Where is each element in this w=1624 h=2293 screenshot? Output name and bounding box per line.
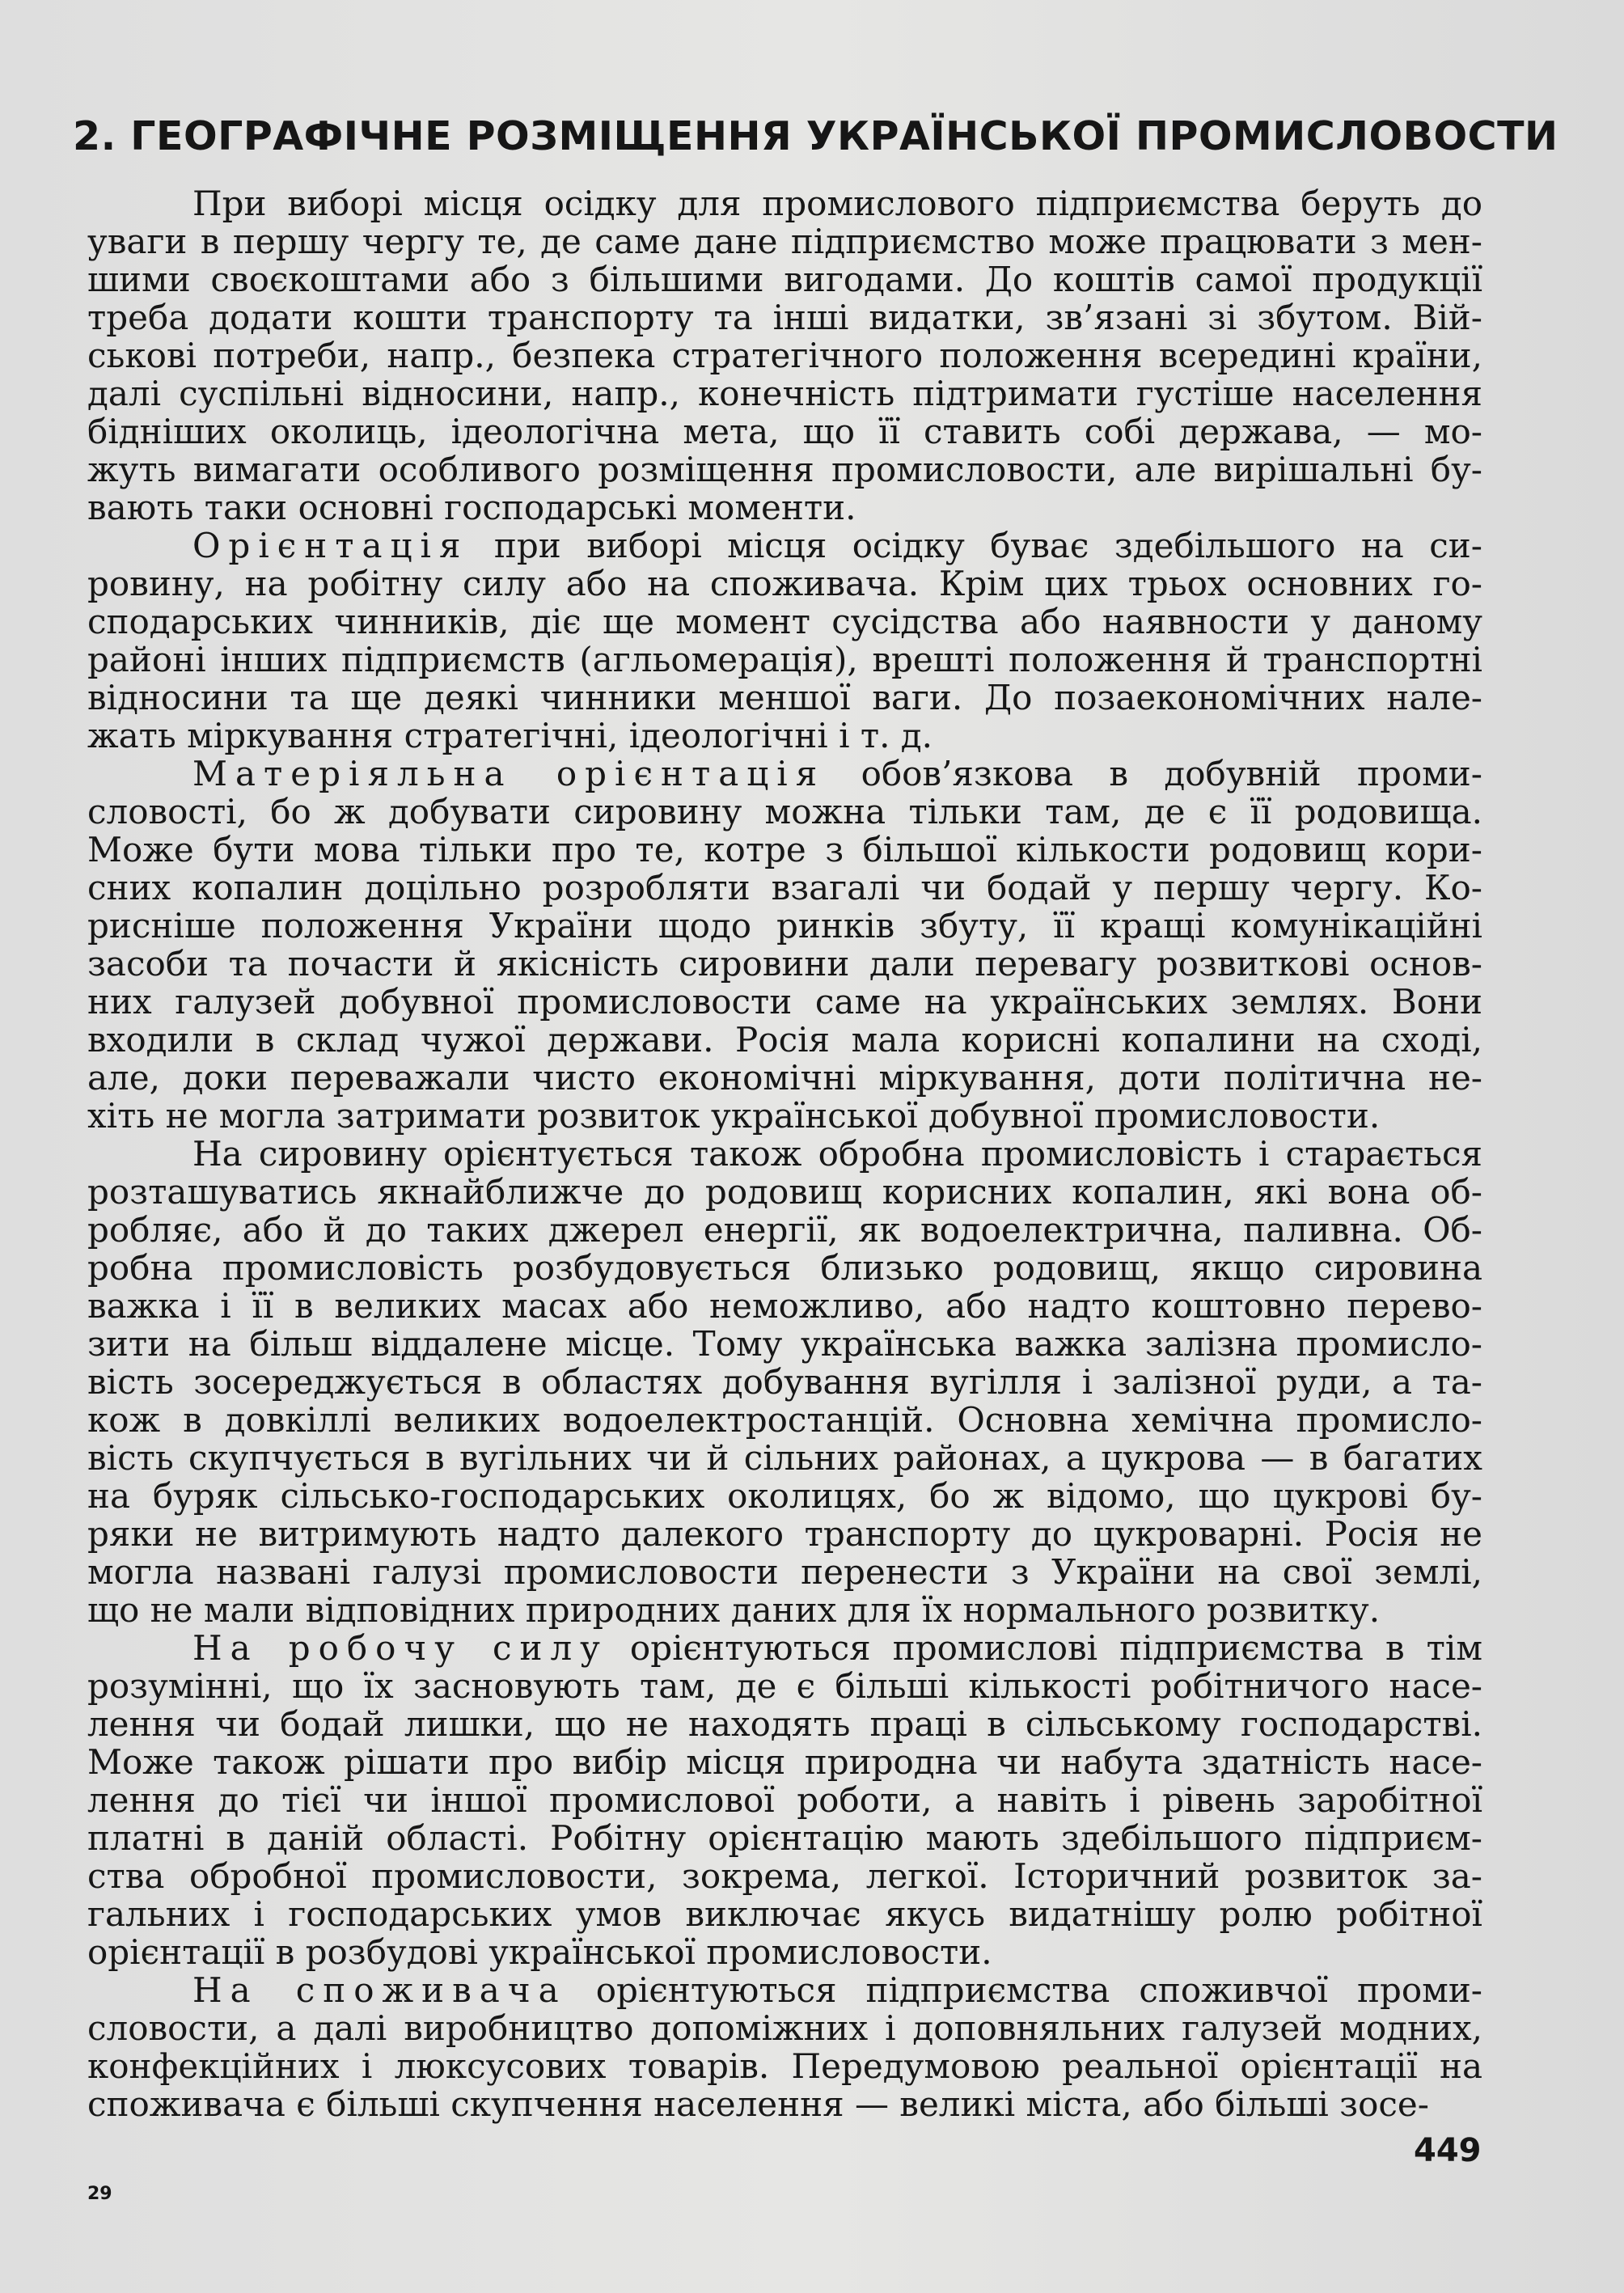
paragraph bbox=[87, 1971, 1482, 2123]
line-text: словости, а далі виробництво допоміжних і доповняльних галузей модних, bbox=[87, 2008, 1482, 2048]
line-text: входили в склад чужої держави. Росія мала корисні копалини на сході, bbox=[87, 1020, 1482, 1060]
text-line bbox=[87, 412, 1482, 451]
text-line bbox=[87, 1249, 1482, 1287]
text-line bbox=[87, 2009, 1482, 2047]
text-line bbox=[87, 1705, 1482, 1743]
text-line bbox=[87, 1021, 1482, 1059]
text-line bbox=[87, 298, 1482, 336]
line-text: районі інших підприємств (агльомерація), врешті положення й транспортні bbox=[87, 640, 1482, 679]
line-text: рисніше положення України щодо ринків збуту, її кращі комунікаційні bbox=[87, 906, 1482, 946]
text-line bbox=[87, 945, 1482, 983]
line-text: сподарських чинників, діє ще момент сусідства або наявности у даному bbox=[87, 602, 1482, 641]
line-text: робляє, або й до таких джерел енергії, як водоелектрична, паливна. Об- bbox=[87, 1210, 1482, 1250]
text-line bbox=[87, 222, 1482, 260]
paragraph bbox=[87, 1135, 1482, 1629]
line-text: робна промисловість розбудовується близько родовищ, якщо сировина bbox=[87, 1248, 1482, 1288]
text-line bbox=[87, 1819, 1482, 1857]
text-line bbox=[87, 336, 1482, 374]
text-line bbox=[87, 1743, 1482, 1781]
text-line bbox=[87, 1515, 1482, 1553]
line-text: бідніших околиць, ідеологічна мета, що її ставить собі держава, — мо- bbox=[87, 412, 1482, 451]
line-text: вість зосереджується в областях добування вугілля і залізної руди, а та- bbox=[87, 1362, 1482, 1402]
text-line bbox=[87, 1097, 1482, 1135]
line-text: ряки не витримують надто далекого транспорту до цукроварні. Росія не bbox=[87, 1514, 1482, 1554]
text-line bbox=[87, 679, 1482, 717]
text-line bbox=[87, 907, 1482, 945]
text-line bbox=[87, 1173, 1482, 1211]
text-line bbox=[87, 489, 1482, 527]
line-text: далі суспільні відносини, напр., конечність підтримати густіше населення bbox=[87, 374, 1482, 413]
text-line bbox=[87, 2085, 1482, 2123]
text-line bbox=[87, 641, 1482, 679]
spaced-lead-term: На робочу силу bbox=[192, 1628, 608, 1668]
text-line bbox=[87, 1781, 1482, 1819]
text-line bbox=[87, 565, 1482, 603]
line-text: могла названі галузі промисловости перенести з України на свої землі, bbox=[87, 1552, 1482, 1592]
line-text: жать міркування стратегічні, ідеологічні і т. д. bbox=[87, 716, 933, 755]
text-line bbox=[87, 1477, 1482, 1515]
text-line bbox=[87, 1363, 1482, 1401]
line-text: ськові потреби, напр., безпека стратегічного положення всередині країни, bbox=[87, 336, 1482, 375]
line-text: обов’язкова в добувній проми- bbox=[861, 754, 1482, 793]
paragraph bbox=[87, 184, 1482, 527]
text-line bbox=[87, 717, 1482, 755]
line-text: треба додати кошти транспорту та інші видатки, зв’язані зі збутом. Вій- bbox=[87, 298, 1482, 337]
text-line bbox=[87, 1591, 1482, 1629]
text-line bbox=[87, 1211, 1482, 1249]
line-text: відносини та ще деякі чинники меншої ваги. До позаекономічних нале- bbox=[87, 678, 1482, 717]
line-text: На сировину орієнтується також обробна промисловість і старається bbox=[192, 1134, 1482, 1174]
line-text: на буряк сільсько-господарських околицях, бо ж відомо, що цукрові бу- bbox=[87, 1476, 1482, 1516]
line-text: платні в даній області. Робітну орієнтацію мають здебільшого підприєм- bbox=[87, 1818, 1482, 1858]
line-text: сних копалин доцільно розробляти взагалі чи бодай у першу чергу. Ко- bbox=[87, 868, 1482, 907]
paragraph bbox=[87, 1629, 1482, 1971]
text-line bbox=[87, 527, 1482, 565]
line-text: орієнтуються підприємства споживчої проми- bbox=[595, 1970, 1482, 2010]
line-text: орієнтуються промислові підприємства в тім bbox=[629, 1628, 1482, 1668]
text-line bbox=[87, 603, 1482, 641]
line-text: орієнтації в розбудові української промисловости. bbox=[87, 1932, 992, 1972]
body-text bbox=[87, 184, 1482, 2123]
text-line bbox=[87, 1553, 1482, 1591]
text-line bbox=[87, 1667, 1482, 1705]
line-text: лення чи бодай лишки, що не находять праці в сільському господарстві. bbox=[87, 1704, 1482, 1744]
line-text: них галузей добувної промисловости саме на українських землях. Вони bbox=[87, 982, 1482, 1022]
line-text: ства обробної промисловости, зокрема, легкої. Історичний розвиток за- bbox=[87, 1856, 1482, 1896]
paragraph bbox=[87, 527, 1482, 755]
text-line bbox=[87, 1059, 1482, 1097]
spaced-lead-term: Матеріяльна орієнтація bbox=[192, 754, 826, 793]
text-line bbox=[87, 1287, 1482, 1325]
text-line bbox=[87, 374, 1482, 412]
text-line bbox=[87, 1933, 1482, 1971]
text-line bbox=[87, 1135, 1482, 1173]
text-line bbox=[87, 1971, 1482, 2009]
line-text: розумінні, що їх засновують там, де є більші кількості робітничого насе- bbox=[87, 1666, 1482, 1706]
line-text: При виборі місця осідку для промислового підприємства беруть до bbox=[192, 184, 1482, 223]
text-line bbox=[87, 869, 1482, 907]
line-text: кож в довкіллі великих водоелектростанцій. Основна хемічна промисло- bbox=[87, 1400, 1482, 1440]
text-line bbox=[87, 755, 1482, 793]
line-text: ровину, на робітну силу або на споживача. Крім цих трьох основних го- bbox=[87, 564, 1482, 603]
line-text: гальних і господарських умов виключає якусь видатнішу ролю робітної bbox=[87, 1894, 1482, 1934]
text-line bbox=[87, 983, 1482, 1021]
text-line bbox=[87, 1325, 1482, 1363]
page-number: 449 bbox=[1414, 2132, 1482, 2169]
line-text: зити на більш віддалене місце. Тому українська важка залізна промисло- bbox=[87, 1324, 1482, 1364]
line-text: засоби та почасти й якісність сировини дали перевагу розвиткові основ- bbox=[87, 944, 1482, 984]
line-text: важка і її в великих масах або неможливо, або надто коштовно перево- bbox=[87, 1286, 1482, 1326]
spaced-lead-term: На споживача bbox=[192, 1970, 567, 2010]
text-line bbox=[87, 1401, 1482, 1439]
line-text: вість скупчується в вугільних чи й сільних районах, а цукрова — в багатих bbox=[87, 1438, 1482, 1478]
section-heading: 2. ГЕОГРАФІЧНЕ РОЗМІЩЕННЯ УКРАЇНСЬКОЇ ПРОМИСЛОВОСТИ bbox=[73, 113, 1558, 159]
line-text: шими своєкоштами або з більшими вигодами. До коштів самої продукції bbox=[87, 260, 1482, 299]
line-text: споживача є більші скупчення населення — великі міста, або більші зосе- bbox=[87, 2084, 1429, 2124]
line-text: при виборі місця осідку буває здебільшого на си- bbox=[493, 526, 1482, 565]
spaced-lead-term: Орієнтація bbox=[192, 526, 469, 565]
line-text: словості, бо ж добувати сировину можна тільки там, де є її родовища. bbox=[87, 792, 1482, 831]
line-text: розташуватись якнайближче до родовищ корисних копалин, які вона об- bbox=[87, 1172, 1482, 1212]
line-text: Може бути мова тільки про те, котре з більшої кількости родовищ кори- bbox=[87, 830, 1482, 869]
text-line bbox=[87, 831, 1482, 869]
line-text: що не мали відповідних природних даних для їх нормального розвитку. bbox=[87, 1590, 1381, 1630]
line-text: конфекційних і люксусових товарів. Передумовою реальної орієнтації на bbox=[87, 2046, 1482, 2086]
signature-mark: 29 bbox=[87, 2184, 112, 2204]
text-line bbox=[87, 1895, 1482, 1933]
text-line bbox=[87, 184, 1482, 222]
text-line bbox=[87, 1629, 1482, 1667]
line-text: лення до тієї чи іншої промислової роботи, а навіть і рівень заробітної bbox=[87, 1780, 1482, 1820]
text-line bbox=[87, 1857, 1482, 1895]
line-text: вають таки основні господарські моменти. bbox=[87, 488, 856, 527]
line-text: жуть вимагати особливого розміщення промисловости, але вирішальні бу- bbox=[87, 450, 1482, 489]
line-text: хіть не могла затримати розвиток української добувної промисловости. bbox=[87, 1096, 1381, 1136]
text-line bbox=[87, 793, 1482, 831]
line-text: Може також рішати про вибір місця природна чи набута здатність насе- bbox=[87, 1742, 1482, 1782]
text-line bbox=[87, 2047, 1482, 2085]
text-line bbox=[87, 1439, 1482, 1477]
text-line bbox=[87, 260, 1482, 298]
text-line bbox=[87, 451, 1482, 489]
line-text: але, доки переважали чисто економічні міркування, доти політична не- bbox=[87, 1058, 1482, 1098]
line-text: уваги в першу чергу те, де саме дане підприємство може працювати з мен- bbox=[87, 222, 1482, 261]
paragraph bbox=[87, 755, 1482, 1135]
